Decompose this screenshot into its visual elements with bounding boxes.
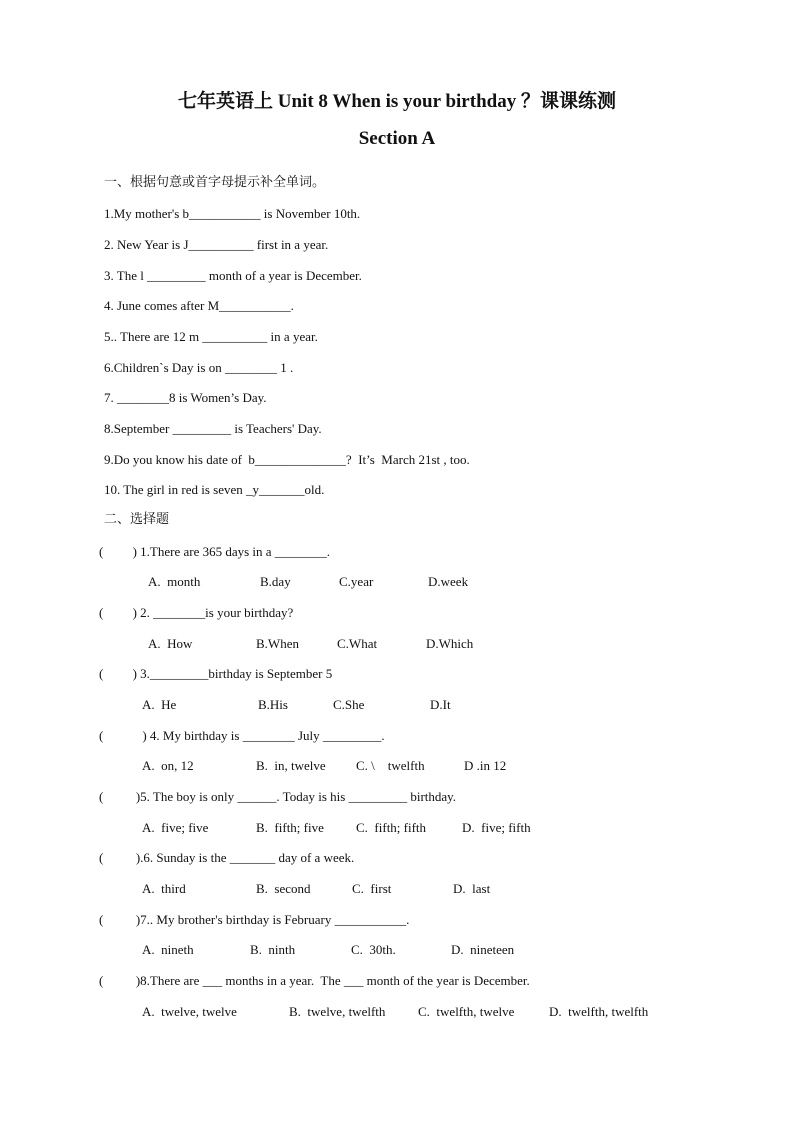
- mc-q4-option-c: C. \ twelfth: [356, 758, 425, 773]
- mc-q7-option-b: B. ninth: [250, 942, 296, 957]
- mc-question-8: ( )8.There are ___ months in a year. The ___ month of the year is December.: [99, 973, 530, 988]
- mc-q8-option-c: C. twelfth, twelve: [418, 1004, 515, 1019]
- fill-item-2: 2. New Year is J__________ first in a year.: [104, 237, 329, 252]
- mc-q5-option-d: D. five; fifth: [462, 820, 531, 835]
- mc-question-7: ( )7.. My brother's birthday is February ___________.: [99, 912, 410, 927]
- mc-q3-option-c: C.She: [333, 697, 365, 712]
- mc-q6-option-a: A. third: [142, 881, 186, 896]
- mc-q4-option-d: D .in 12: [464, 758, 507, 773]
- mc-q7-option-c: C. 30th.: [351, 942, 396, 957]
- part2-heading: 二、选择题: [104, 512, 170, 527]
- mc-q2-option-d: D.Which: [426, 636, 474, 651]
- mc-q6-option-d: D. last: [453, 881, 491, 896]
- mc-q5-option-c: C. fifth; fifth: [356, 820, 427, 835]
- part1-heading: 一、根据句意或首字母提示补全单词。: [104, 175, 326, 190]
- fill-item-4: 4. June comes after M___________.: [104, 298, 294, 313]
- fill-item-1: 1.My mother's b___________ is November 10th.: [104, 206, 361, 221]
- mc-question-6: ( ).6. Sunday is the _______ day of a week.: [99, 850, 355, 865]
- mc-q3-option-a: A. He: [142, 697, 177, 712]
- mc-q4-option-a: A. on, 12: [142, 758, 194, 773]
- mc-q8-option-d: D. twelfth, twelfth: [549, 1004, 649, 1019]
- mc-q2-option-c: C.What: [337, 636, 378, 651]
- mc-q3-option-b: B.His: [258, 697, 288, 712]
- mc-question-1: ( ) 1.There are 365 days in a ________.: [99, 544, 331, 559]
- mc-q5-option-a: A. five; five: [142, 820, 209, 835]
- mc-q6-option-b: B. second: [256, 881, 311, 896]
- mc-q4-option-b: B. in, twelve: [256, 758, 326, 773]
- mc-question-3: ( ) 3._________birthday is September 5: [99, 666, 333, 681]
- mc-q6-option-c: C. first: [352, 881, 392, 896]
- mc-q3-option-d: D.It: [430, 697, 451, 712]
- fill-item-5: 5.. There are 12 m __________ in a year.: [104, 329, 318, 344]
- mc-q2-option-b: B.When: [256, 636, 299, 651]
- fill-item-10: 10. The girl in red is seven _y_______old.: [104, 482, 325, 497]
- mc-q7-option-a: A. nineth: [142, 942, 194, 957]
- mc-q1-option-a: A. month: [148, 574, 201, 589]
- mc-q1-option-d: D.week: [428, 574, 469, 589]
- mc-q8-option-b: B. twelve, twelfth: [289, 1004, 386, 1019]
- mc-question-5: ( )5. The boy is only ______. Today is his _________ birthday.: [99, 789, 457, 804]
- mc-question-2: ( ) 2. ________is your birthday?: [99, 605, 294, 620]
- fill-item-7: 7. ________8 is Women’s Day.: [104, 390, 267, 405]
- fill-item-3: 3. The l _________ month of a year is December.: [104, 268, 362, 283]
- fill-item-8: 8.September _________ is Teachers' Day.: [104, 421, 322, 436]
- fill-item-9: 9.Do you know his date of b______________? It’s March 21st , too.: [104, 452, 470, 467]
- mc-q1-option-c: C.year: [339, 574, 374, 589]
- mc-q5-option-b: B. fifth; five: [256, 820, 324, 835]
- mc-q2-option-a: A. How: [148, 636, 193, 651]
- mc-question-4: ( ) 4. My birthday is ________ July _________.: [99, 728, 385, 743]
- section-title: Section A: [358, 128, 436, 149]
- mc-q8-option-a: A. twelve, twelve: [142, 1004, 237, 1019]
- mc-q1-option-b: B.day: [260, 574, 291, 589]
- mc-q7-option-d: D. nineteen: [451, 942, 515, 957]
- fill-item-6: 6.Children`s Day is on ________ 1 .: [104, 360, 294, 375]
- page-title: 七年英语上 Unit 8 When is your birthday ？课课练测: [178, 91, 616, 112]
